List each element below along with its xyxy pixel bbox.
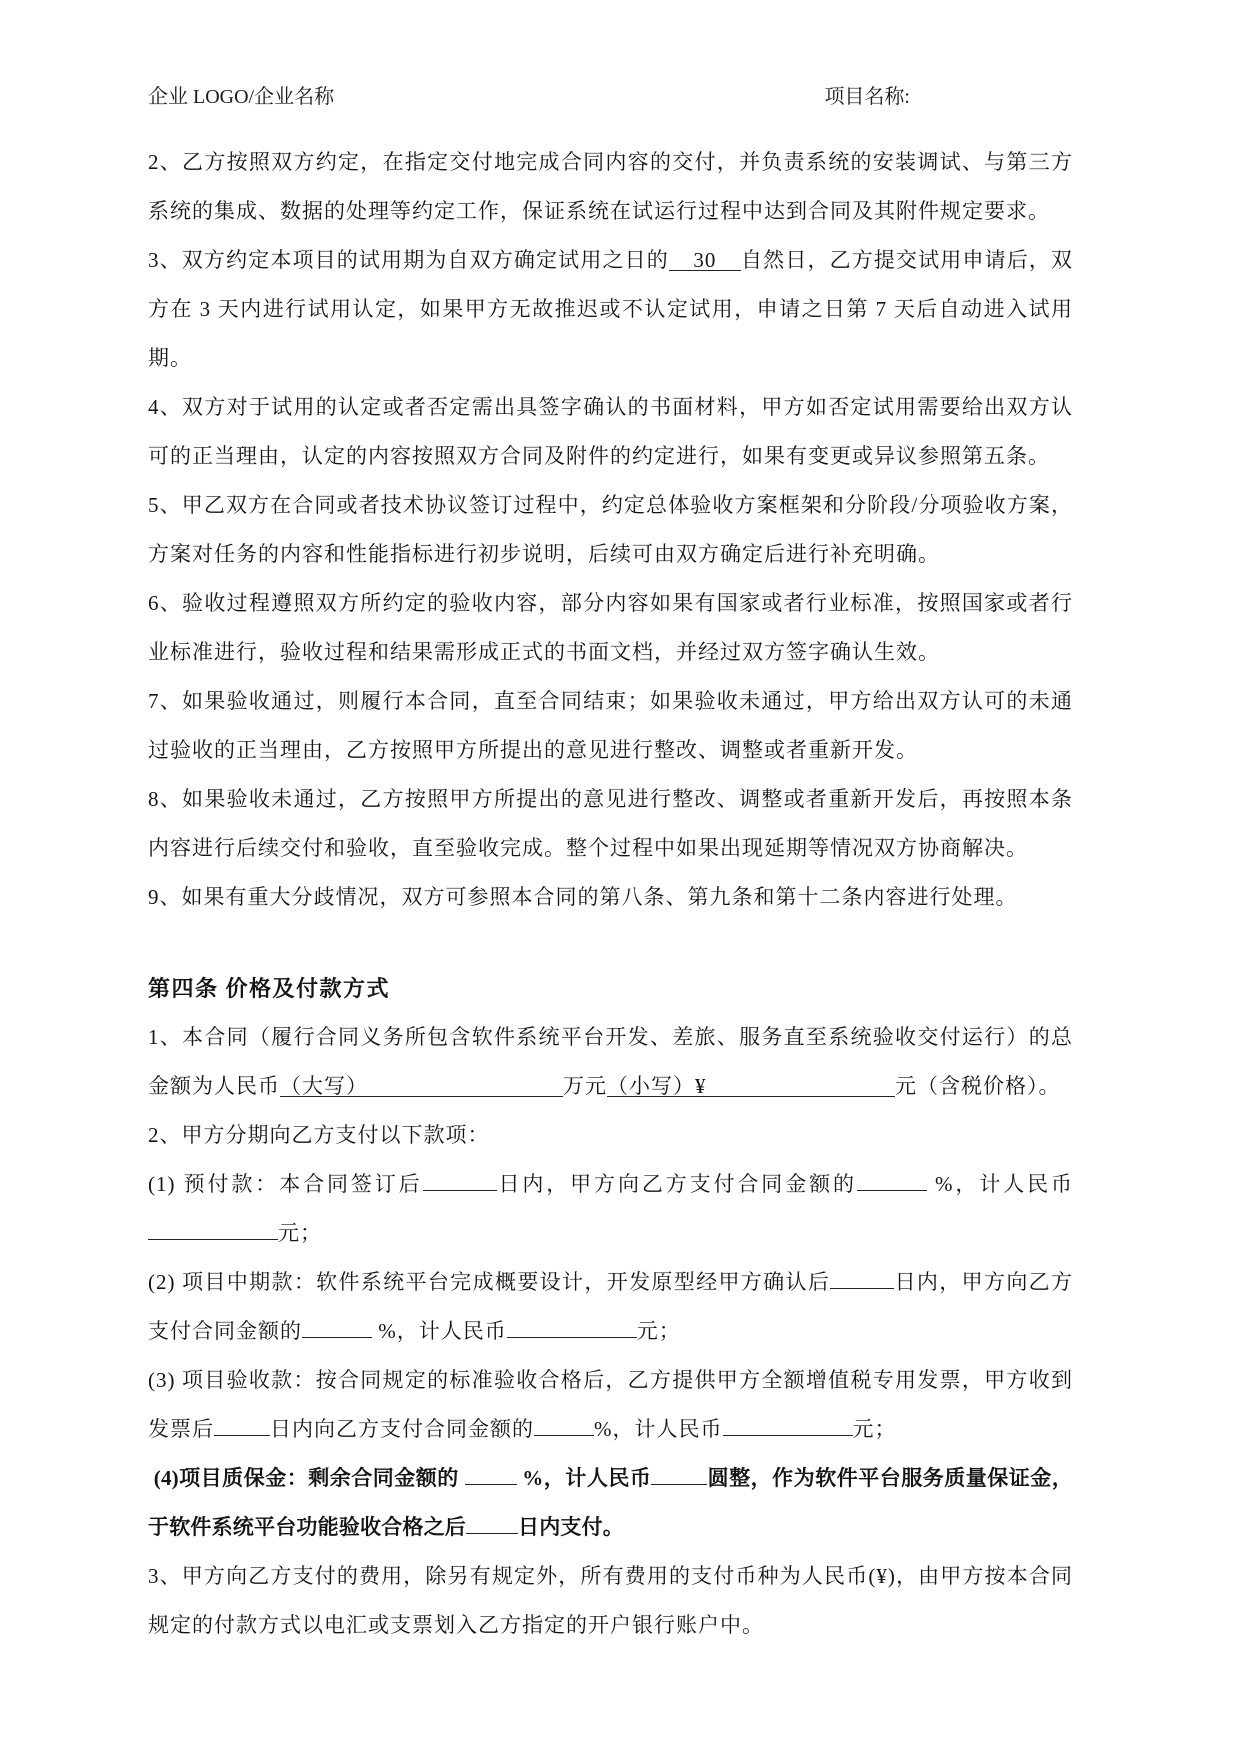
text-run: 9、如果有重大分歧情况，双方可参照本合同的第八条、第九条和第十二条内容进行处理。 (148, 885, 1018, 909)
fill-in-blank (507, 1316, 637, 1338)
payment-item-2-midterm (148, 1258, 1073, 1356)
fill-in-blank (148, 1218, 278, 1240)
text-run: %，计人民币 (594, 1417, 723, 1441)
clause-5 (148, 481, 1073, 579)
fill-in-blank: （大写） (280, 1075, 563, 1097)
section-4-heading (148, 964, 1073, 1013)
fill-in-blank: 30 (669, 249, 741, 271)
fill-in-blank (302, 1316, 372, 1338)
fill-in-blank (466, 1512, 518, 1534)
text-run: (4)项目质保金：剩余合同金额的 (148, 1466, 465, 1490)
text-run: 日内支付。 (518, 1515, 624, 1539)
company-logo-name: 企业 LOGO/企业名称 (148, 86, 335, 108)
payment-item-4-warranty (148, 1454, 1073, 1552)
text-run: 万元 (563, 1074, 607, 1098)
text-run: %，计人民币 (516, 1466, 652, 1490)
fill-in-blank (857, 1169, 927, 1191)
fill-in-blank (651, 1463, 707, 1485)
text-run: 元（含税价格）。 (895, 1074, 1061, 1098)
text-run: 圆整，作为软件平台服务质量保证金，于软件系统平台功能验收合格之后 (148, 1466, 1073, 1539)
section-4-clause-3 (148, 1552, 1073, 1650)
clause-4 (148, 383, 1073, 481)
text-run: 8、如果验收未通过，乙方按照甲方所提出的意见进行整改、调整或者重新开发后，再按照本条内容进行后续交付和验收，直至验收完成。整个过程中如果出现延期等情况双方协商解决。 (148, 787, 1073, 860)
text-run: 日内，甲方向乙方支付合同金额的 (148, 1270, 1074, 1343)
fill-in-blank (465, 1463, 517, 1485)
text-run: (1) 预付款：本合同签订后 (148, 1172, 423, 1196)
text-run: 日内向乙方支付合同金额的 (270, 1417, 534, 1441)
text-run: 4、双方对于试用的认定或者否定需出具签字确认的书面材料，甲方如否定试用需要给出双方认可的正当理由，认定的内容按照双方合同及附件的约定进行，如果有变更或异议参照第五条。 (148, 395, 1073, 468)
fill-in-blank (534, 1414, 594, 1436)
text-run: 第四条 价格及付款方式 (148, 976, 391, 1001)
text-run: 元； (278, 1221, 322, 1245)
project-name-label: 项目名称: (824, 86, 910, 108)
text-run: 6、验收过程遵照双方所约定的验收内容，部分内容如果有国家或者行业标准，按照国家或者行业标准进行，验收过程和结果需形成正式的书面文档，并经过双方签字确认生效。 (148, 591, 1073, 664)
text-run: 日内，甲方向乙方支付合同金额的 (496, 1172, 857, 1196)
text-run: 2、乙方按照双方约定，在指定交付地完成合同内容的交付，并负责系统的安装调试、与第三方系统的集成、数据的处理等约定工作，保证系统在试运行过程中达到合同及其附件规定要求。 (148, 150, 1073, 223)
clause-7 (148, 677, 1073, 775)
text-run: (2) 项目中期款：软件系统平台完成概要设计，开发原型经甲方确认后 (148, 1270, 831, 1294)
text-run: 3、甲方向乙方支付的费用，除另有规定外，所有费用的支付币种为人民币(¥)，由甲方按本合同规定的付款方式以电汇或支票划入乙方指定的开户银行账户中。 (148, 1564, 1073, 1637)
fill-in-blank (830, 1267, 894, 1289)
clause-2 (148, 138, 1073, 236)
text-run: %，计人民币 (372, 1319, 507, 1343)
text-run: (3) 项目验收款：按合同规定的标准验收合格后，乙方提供甲方全额增值税专用发票，甲方收到发票后 (148, 1368, 1073, 1441)
section-4-clause-1 (148, 1013, 1073, 1111)
payment-item-3-acceptance (148, 1356, 1073, 1454)
text-run: 元； (636, 1319, 681, 1343)
text-run: 1、本合同（履行合同义务所包含软件系统平台开发、差旅、服务直至系统验收交付运行）的总金额为人民币 (148, 1025, 1073, 1098)
fill-in-blank (723, 1414, 853, 1436)
fill-in-blank: （小写）¥ (607, 1075, 895, 1097)
page-header (0, 0, 1240, 110)
text-run: 自然日，乙方提交试用申请后，双方在 3 天内进行试用认定，如果甲方无故推迟或不认定试用，申请之日第 7 天后自动进入试用期。 (148, 248, 1074, 370)
text-run: 2、甲方分期向乙方支付以下款项： (148, 1123, 490, 1147)
text-run: 3、双方约定本项目的试用期为自双方确定试用之日的 (148, 248, 669, 272)
clause-9 (148, 873, 1073, 922)
clause-8 (148, 775, 1073, 873)
text-run: 5、甲乙双方在合同或者技术协议签订过程中，约定总体验收方案框架和分阶段/分项验收方案，方案对任务的内容和性能指标进行初步说明，后续可由双方确定后进行补充明确。 (148, 493, 1073, 566)
fill-in-blank (214, 1414, 270, 1436)
page-body (0, 110, 1240, 1650)
clause-6 (148, 579, 1073, 677)
text-run: 7、如果验收通过，则履行本合同，直至合同结束；如果验收未通过，甲方给出双方认可的未通过验收的正当理由，乙方按照甲方所提出的意见进行整改、调整或者重新开发。 (148, 689, 1073, 762)
clause-3 (148, 236, 1073, 383)
payment-item-1-advance (148, 1160, 1073, 1258)
text-run: 元； (852, 1417, 897, 1441)
section-4-clause-2 (148, 1111, 1073, 1160)
fill-in-blank (423, 1169, 497, 1191)
text-run: %，计人民币 (926, 1172, 1073, 1196)
